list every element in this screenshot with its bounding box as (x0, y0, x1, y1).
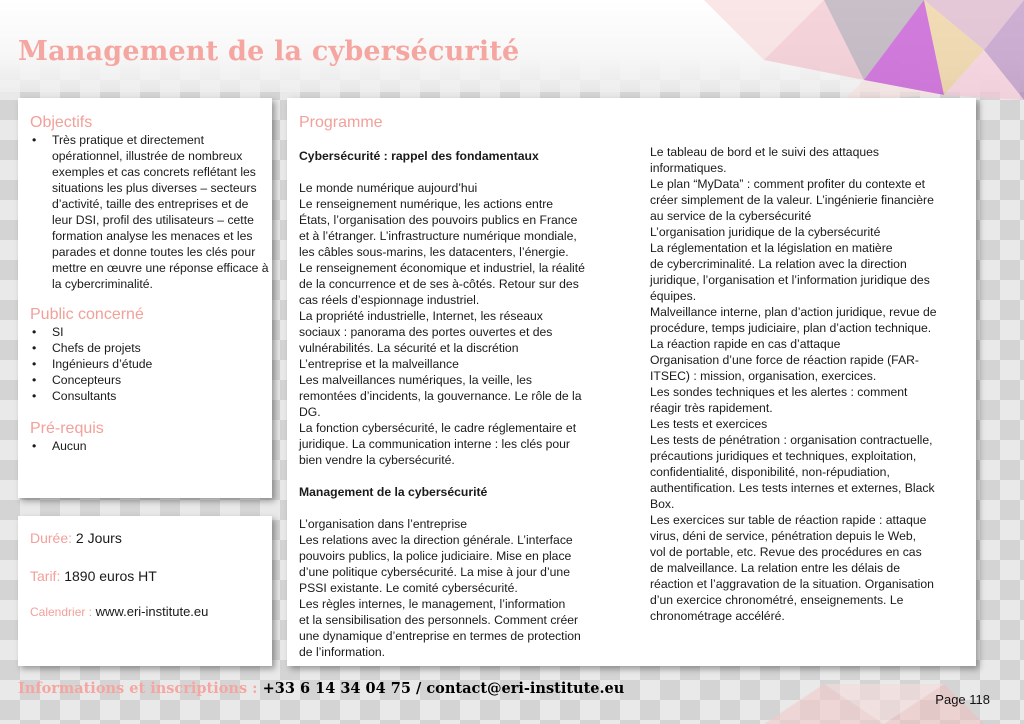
footer-label: Informations et inscriptions : (18, 680, 258, 697)
programme-line: au service de la cybersécurité (650, 209, 812, 223)
calendar-row (30, 604, 208, 619)
calendar-link[interactable]: www.eri-institute.eu (95, 604, 209, 619)
programme-line: Le monde numérique aujourd’hui (299, 181, 478, 195)
programme-line: Les relations avec la direction générale. L’interface (299, 533, 573, 547)
programme-line: PSSI existante. Le comité cybersécurité. (299, 581, 518, 595)
price-row (30, 568, 157, 584)
programme-column-2 (650, 144, 968, 624)
prerequisites-heading: Pré-requis (30, 420, 104, 437)
programme-line: réagir très rapidement. (650, 401, 773, 415)
duration-value: 2 Jours (75, 530, 122, 546)
programme-line: d’une politique cybersécurité. La mise à jour d’une (299, 565, 570, 579)
programme-line: authentification. Les tests internes et externes, Black (650, 481, 935, 495)
programme-line: États, l’organisation des pouvoirs publics en France (299, 213, 578, 227)
programme-line: vulnérabilités. La sécurité et la discrétion (299, 341, 519, 355)
programme-line: de l’information. (299, 645, 386, 659)
programme-line: DG. (299, 405, 321, 419)
prerequisites-list (30, 438, 270, 454)
programme-line: La réglementation et la législation en matière (650, 241, 893, 255)
programme-line: d’un exercice chronométré, enseignements. Le (650, 593, 904, 607)
programme-line: virus, déni de service, pénétration depuis le Web, (650, 529, 917, 543)
programme-line: chronométrage accéléré. (650, 609, 785, 623)
programme-line: Les règles internes, le management, l’information (299, 597, 566, 611)
programme-line: les câbles sous-marins, les datacenters, l’énergie. (299, 245, 569, 259)
programme-subtitle: Cybersécurité : rappel des fondamentaux (299, 149, 539, 163)
programme-line: Les tests de pénétration : organisation contractuelle, (650, 433, 933, 447)
programme-line: Le plan “MyData” : comment profiter du contexte et (650, 177, 926, 191)
programme-line: de cybercriminalité. La relation avec la direction (650, 257, 907, 271)
programme-line: pouvoirs publics, la police judiciaire. Mise en place (299, 549, 572, 563)
programme-line: La fonction cybersécurité, le cadre réglementaire et (299, 421, 577, 435)
programme-line: Organisation d’une force de réaction rapide (FAR- (650, 353, 919, 367)
programme-line: Le renseignement numérique, les actions entre (299, 197, 554, 211)
audience-list (30, 324, 270, 404)
calendar-label: Calendrier : (30, 605, 93, 619)
objectives-card (18, 98, 272, 498)
programme-line: L’entreprise et la malveillance (299, 357, 459, 371)
programme-line: juridique, l’organisation et l’information juridique des (650, 273, 930, 287)
programme-line: bien vendre la cybersécurité. (299, 453, 455, 467)
programme-line: juridique. La communication interne : les clés pour (299, 437, 570, 451)
programme-line: et la sensibilisation des personnels. Comment créer (299, 613, 579, 627)
info-card (18, 516, 272, 666)
programme-line: L’organisation juridique de la cybersécurité (650, 225, 881, 239)
programme-line: procédure, temps judiciaire, plan d’action technique. (650, 321, 932, 335)
programme-line: confidentialité, disponibilité, non-répudiation, (650, 465, 890, 479)
programme-line: Les sondes techniques et les alertes : comment (650, 385, 908, 399)
audience-heading: Public concerné (30, 306, 144, 323)
programme-line: La propriété industrielle, Internet, les réseaux (299, 309, 543, 323)
duration-label: Durée: (30, 530, 73, 546)
programme-line: réaction et l’aggravation de la situation. Organisation (650, 577, 934, 591)
list-item: • Concepteurs (30, 372, 270, 388)
programme-line: Les tests et exercices (650, 417, 768, 431)
spacer (299, 164, 611, 180)
programme-card (287, 98, 976, 666)
programme-line: équipes. (650, 289, 697, 303)
objectives-heading: Objectifs (30, 114, 93, 131)
duration-row (30, 530, 122, 546)
programme-heading: Programme (299, 114, 383, 131)
programme-subtitle: Management de la cybersécurité (299, 485, 488, 499)
programme-line: Box. (650, 497, 675, 511)
geometric-decoration (704, 0, 1024, 100)
programme-column-1 (299, 148, 611, 660)
programme-line: créer simplement de la valeur. L’ingénierie financière (650, 193, 934, 207)
spacer (299, 468, 611, 484)
footer-contact-details[interactable]: +33 6 14 34 04 75 / contact@eri-institute.eu (262, 680, 625, 697)
programme-line: Malveillance interne, plan d’action juridique, revue de (650, 305, 937, 319)
list-item: • SI (30, 324, 270, 340)
programme-line: sociaux : panorama des portes ouvertes et des (299, 325, 553, 339)
page-title: Management de la cybersécurité (18, 36, 520, 67)
programme-line: de la concurrence et de ses à-côtés. Retour sur des (299, 277, 579, 291)
list-item: • Très pratique et directement opérationnel, illustrée de nombreux exemples et cas concrets reflétant les situations les plus diverses – secteurs d’activité, taille des entreprises et de leur DSI, profil des utilisateurs – cette formation analyse les menaces et les parades et donne toutes les clés pour mettre en œuvre une réponse efficace à la cybercriminalité. (30, 132, 270, 292)
list-item: • Chefs de projets (30, 340, 270, 356)
programme-line: Le renseignement économique et industriel, la réalité (299, 261, 585, 275)
programme-line: de malveillance. La relation entre les délais de (650, 561, 900, 575)
programme-line: cas réels d’espionnage industriel. (299, 293, 480, 307)
programme-line: Les malveillances numériques, la veille, les (299, 373, 533, 387)
list-item: • Aucun (30, 438, 270, 454)
programme-line: Les exercices sur table de réaction rapide : attaque (650, 513, 927, 527)
price-label: Tarif: (30, 568, 61, 584)
programme-line: remontées d’incidents, la gouvernance. Le rôle de la (299, 389, 582, 403)
footer-contact (18, 680, 624, 697)
programme-line: et à l’étranger. L’infrastructure numérique mondiale, (299, 229, 577, 243)
programme-line: La réaction rapide en cas d’attaque (650, 337, 841, 351)
programme-line: une dynamique d’entreprise en termes de protection (299, 629, 581, 643)
spacer (299, 500, 611, 516)
programme-line: précautions juridiques et techniques, exploitation, (650, 449, 917, 463)
list-item: • Ingénieurs d’étude (30, 356, 270, 372)
list-item: • Consultants (30, 388, 270, 404)
programme-line: L’organisation dans l’entreprise (299, 517, 468, 531)
programme-line: informatiques. (650, 161, 727, 175)
programme-line: Le tableau de bord et le suivi des attaques (650, 145, 880, 159)
programme-line: ITSEC) : mission, organisation, exercices. (650, 369, 877, 383)
programme-line: vol de portable, etc. Revue des procédures en cas (650, 545, 922, 559)
price-value: 1890 euros HT (64, 568, 157, 584)
page-number: Page 118 (935, 692, 990, 707)
objectives-list (30, 132, 270, 292)
